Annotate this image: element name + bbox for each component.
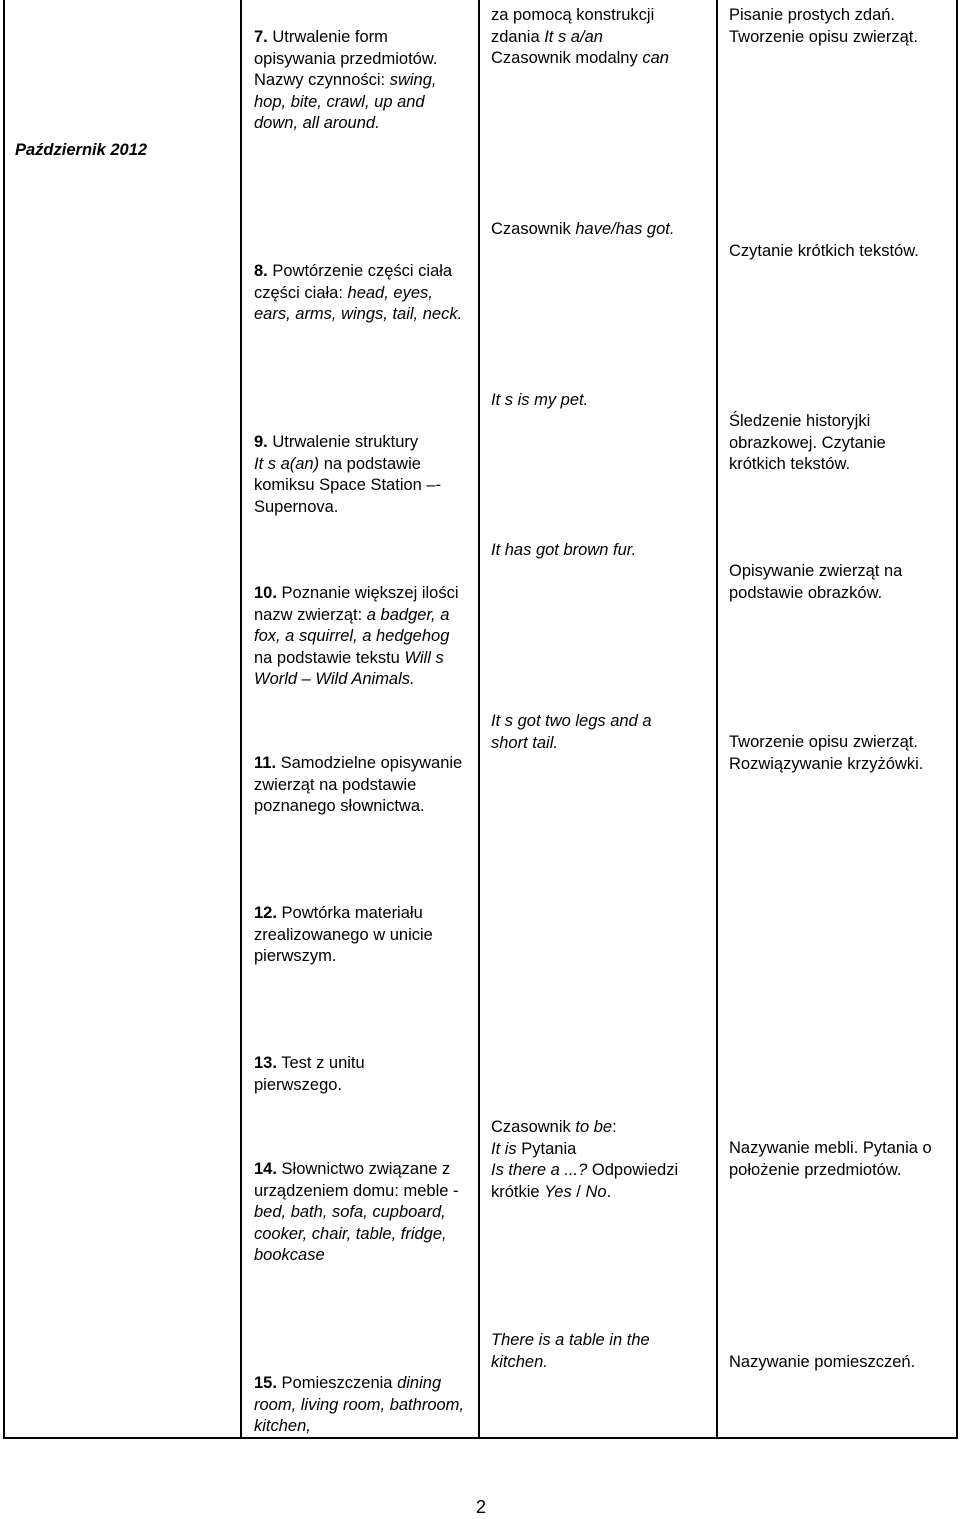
lesson-topic-13	[254, 1053, 404, 1096]
lesson-topic-10	[254, 583, 472, 691]
skills-14: Nazywanie mebli. Pytania o położenie przedmiotów.	[729, 1139, 932, 1179]
grammar-line: zdania	[491, 27, 545, 46]
grammar-structure: No	[585, 1182, 607, 1201]
grammar-14	[491, 1117, 713, 1203]
grammar-line: za pomocą konstrukcji	[491, 6, 655, 24]
grammar-line: Czasownik modalny	[491, 49, 643, 67]
lesson-number: 8.	[254, 262, 268, 280]
grammar-line: krótkie	[491, 1182, 545, 1201]
grammar-line: Czasownik	[491, 1118, 576, 1136]
lesson-number: 13.	[254, 1054, 277, 1072]
grammar-8	[491, 219, 711, 241]
topic-text: Słownictwo związane z urządzeniem domu: meble -	[254, 1160, 459, 1200]
lesson-topic-7	[254, 27, 469, 135]
skills-11: Tworzenie opisu zwierząt. Rozwiązywanie krzyżówki.	[729, 733, 924, 773]
lesson-topic-9	[254, 432, 469, 518]
lesson-number: 11.	[254, 754, 277, 772]
topic-text: Test z unitu pierwszego.	[254, 1054, 365, 1094]
grammar-10	[491, 540, 711, 562]
topic-text: Powtórka materiału zrealizowanego w unicie pierwszym.	[254, 904, 433, 965]
lesson-topic-11	[254, 753, 469, 818]
grammar-15	[491, 1330, 691, 1373]
grammar-line: Czasownik	[491, 220, 576, 238]
month-label: Październik 2012	[15, 141, 148, 159]
topic-text: Utrwalenie form opisywania przedmiotów. Nazwy czynności:	[254, 28, 438, 89]
lesson-number: 14.	[254, 1160, 277, 1178]
topic-text: Samodzielne opisywanie zwierząt na podstawie poznanego słownictwa.	[254, 754, 463, 815]
skills-10: Opisywanie zwierząt na podstawie obrazków.	[729, 562, 903, 602]
lesson-topic-12	[254, 903, 469, 968]
grammar-structure: to be	[575, 1118, 613, 1136]
grammar-example: It s got two legs and a short tail.	[491, 712, 652, 752]
topic-vocabulary: dining room, living room, bathroom, kitchen,	[254, 1374, 464, 1435]
column-divider	[478, 0, 480, 1438]
lesson-topic-15	[254, 1373, 469, 1438]
topic-vocabulary: a badger, a fox, a squirrel, a hedgehog	[254, 605, 450, 645]
grammar-line: /	[571, 1182, 586, 1201]
lesson-number: 9.	[254, 433, 268, 451]
skills-7: Pisanie prostych zdań. Tworzenie opisu zwierząt.	[729, 6, 918, 46]
grammar-structure: have/has got.	[575, 220, 675, 238]
grammar-9	[491, 390, 711, 412]
grammar-11	[491, 711, 691, 754]
topic-vocabulary: swing, hop, bite, crawl, up and down, all around.	[254, 71, 437, 132]
topic-text: na podstawie komiksu Space Station –- Supernova.	[254, 454, 442, 516]
page-number: 2	[476, 1497, 487, 1517]
skills-15: Nazywanie pomieszczeń.	[729, 1353, 916, 1371]
grammar-structure: Yes	[544, 1182, 572, 1201]
lesson-number: 7.	[254, 28, 268, 46]
grammar-line: :	[612, 1118, 617, 1136]
skills-9: Śledzenie historyjki obrazkowej. Czytanie krótkich tekstów.	[729, 412, 886, 473]
lesson-number: 10.	[254, 584, 277, 602]
topic-structure: It s a(an)	[254, 454, 324, 473]
grammar-structure: can	[642, 49, 669, 67]
grammar-example: It s is my pet.	[491, 391, 589, 409]
grammar-line: .	[606, 1182, 612, 1201]
topic-text: Pomieszczenia	[276, 1374, 398, 1392]
topic-text-title: Will s World – Wild Animals.	[254, 648, 444, 688]
lesson-number: 12.	[254, 904, 277, 922]
topic-text: Utrwalenie struktury	[267, 433, 419, 451]
lesson-topic-8	[254, 261, 469, 326]
topic-vocabulary: head, eyes, ears, arms, wings, tail, neck.	[254, 283, 463, 323]
grammar-7	[491, 5, 711, 70]
topic-text: Powtórzenie części ciała części ciała:	[254, 262, 453, 302]
plan-table	[3, 0, 958, 1439]
lesson-number: 15.	[254, 1374, 277, 1392]
column-divider	[240, 0, 242, 1438]
topic-text: na podstawie tekstu	[254, 648, 405, 667]
grammar-structure: Is there a ...?	[491, 1161, 588, 1179]
grammar-line: Pytania	[521, 1139, 577, 1158]
topic-vocabulary: bed, bath, sofa, cupboard, cooker, chair, table, fridge, bookcase	[254, 1203, 447, 1264]
column-divider	[716, 0, 718, 1438]
grammar-structure: It s a/an	[544, 27, 603, 46]
grammar-example: It has got brown fur.	[491, 541, 637, 559]
topic-text: Poznanie większej ilości nazw zwierząt:	[254, 584, 459, 624]
skills-8: Czytanie krótkich tekstów.	[729, 242, 919, 260]
lesson-topic-14	[254, 1159, 469, 1267]
grammar-example: There is a table in the kitchen.	[491, 1331, 650, 1371]
grammar-line: Odpowiedzi	[587, 1161, 679, 1179]
grammar-structure: It is	[491, 1139, 522, 1158]
